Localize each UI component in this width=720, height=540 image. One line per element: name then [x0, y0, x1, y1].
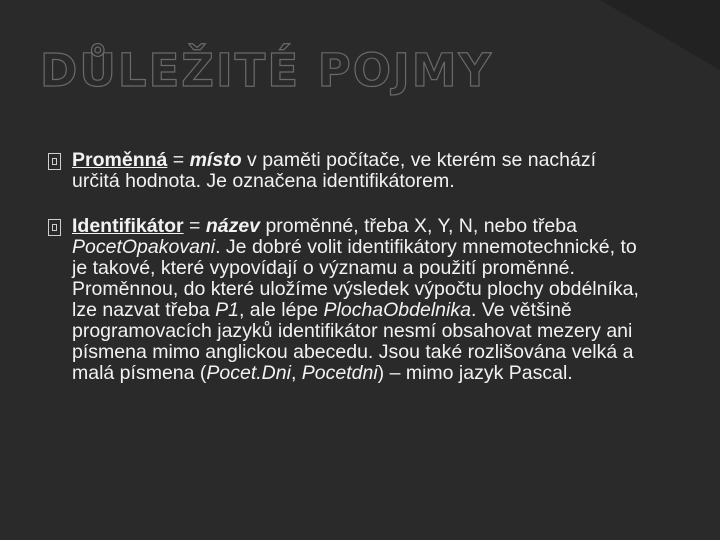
definition-text-4: . Ve většině programovacích jazyků identifikátor nesmí obsahovat mezery ani písmena mimo anglickou abecedu. Jsou také rozlišována velká a malá písmena (: [72, 299, 634, 384]
square-bullet-icon: [48, 153, 61, 170]
definition-text-1: proměnné, třeba X, Y, N, nebo třeba: [260, 215, 577, 237]
example-p1: P1: [215, 299, 239, 321]
keyword-name: název: [205, 215, 261, 237]
equals-sign: =: [167, 149, 190, 171]
bullet-item-variable: [48, 150, 648, 192]
definition-text: v paměti počítače, ve kterém se nachází určitá hodnota. Je označena identifikátorem.: [72, 149, 597, 192]
bullet-list: [48, 150, 648, 408]
example-pocet-dni: Pocet.Dni: [206, 362, 291, 384]
slide-title: DŮLEŽITÉ POJMY: [40, 44, 494, 97]
bullet-item-identifier: [48, 216, 648, 384]
equals-sign: =: [183, 215, 206, 237]
definition-text-2: . Je dobré volit identifikátory mnemotechnické, to je takové, které vypovídají o významu a použití proměnné. Proměnnou, do které uložíme výsledek výpočtu plochy obdélníka, lze nazvat třeba: [72, 236, 639, 321]
example-pocet-opakovani: PocetOpakovani: [72, 236, 216, 258]
term-identifier: Identifikátor: [72, 215, 184, 237]
definition-text-6: ) – mimo jazyk Pascal.: [377, 362, 573, 384]
example-pocetdni: Pocetdni: [301, 362, 378, 384]
square-bullet-icon: [48, 219, 61, 236]
definition-text-3: , ale lépe: [238, 299, 324, 321]
definition-text-5: ,: [290, 362, 302, 384]
term-variable: Proměnná: [72, 149, 168, 171]
example-plocha-obdelnika: PlochaObdelnika: [323, 299, 471, 321]
keyword-place: místo: [189, 149, 242, 171]
